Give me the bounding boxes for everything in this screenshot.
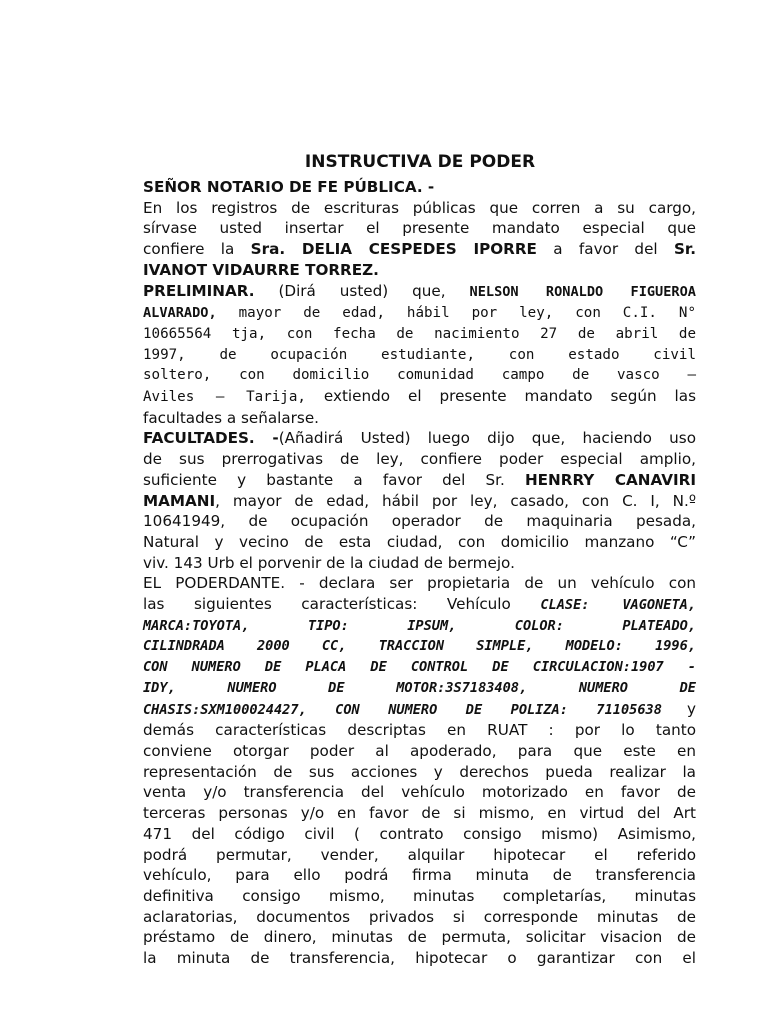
preliminar-line: ALVARADO, mayor de edad, hábil por ley, con C.I. N°	[143, 305, 696, 322]
intro-line: confiere la Sra. DELIA CESPEDES IPORRE a favor del Sr.	[143, 240, 697, 259]
poderdante-line: 471 del código civil ( contrato consigo mismo) Asimismo,	[143, 824, 696, 843]
intro-line: sírvase usted insertar el presente mandato especial que	[143, 219, 696, 238]
facultades-line: Natural y vecino de esta ciudad, con domicilio manzano “C”	[143, 532, 696, 551]
salutation: SEÑOR NOTARIO DE FE PÚBLICA. -	[143, 178, 435, 196]
principal-name: NELSON RONALDO FIGUEROA	[469, 283, 696, 300]
preliminar-line: 10665564 tja, con fecha de nacimiento 27 de abril de	[143, 325, 696, 342]
intro-line: En los registros de escrituras públicas que corren a su cargo,	[143, 198, 696, 217]
poderdante-line: CHASIS:SXM100024427, CON NUMERO DE POLIZA: 71105638 y	[143, 699, 696, 718]
vehicle-details: IDY, NUMERO DE MOTOR:3S7183408, NUMERO DE	[143, 679, 696, 696]
poderdante-line: EL PODERDANTE. - declara ser propietaria de un vehículo con	[143, 574, 696, 593]
facultades-label: FACULTADES. -	[143, 429, 279, 448]
facultades-line: MAMANI, mayor de edad, hábil por ley, casado, con C. I, N.º	[143, 491, 696, 510]
poderdante-line: la minuta de transferencia, hipotecar o garantizar con el	[143, 949, 696, 968]
poderdante-line: venta y/o transferencia del vehículo motorizado en favor de	[143, 783, 696, 802]
vehicle-details: CILINDRADA 2000 CC, TRACCION SIMPLE, MODELO: 1996,	[143, 638, 696, 655]
facultades-line: suficiente y bastante a favor del Sr. HENRRY CANAVIRI	[143, 470, 696, 489]
vehicle-details: CLASE: VAGONETA,	[540, 597, 696, 614]
grantor-name: Sra. DELIA CESPEDES IPORRE	[250, 240, 537, 259]
document-title: INSTRUCTIVA DE PODER	[304, 152, 536, 172]
preliminar-line: 1997, de ocupación estudiante, con estado civil	[143, 346, 696, 363]
poderdante-line: definitiva consigo mismo, minutas completarías, minutas	[143, 886, 696, 905]
preliminar-line: PRELIMINAR. (Dirá usted) que, NELSON RONALDO FIGUEROA	[143, 281, 696, 300]
preliminar-line: facultades a señalarse.	[143, 408, 320, 427]
facultades-line: de sus prerrogativas de ley, confiere poder especial amplio,	[143, 450, 696, 469]
vehicle-details: MARCA:TOYOTA, TIPO: IPSUM, COLOR: PLATEADO,	[143, 617, 696, 634]
poderdante-line: aclaratorias, documentos privados si corresponde minutas de	[143, 907, 696, 926]
vehicle-details: CON NUMERO DE PLACA DE CONTROL DE CIRCULACION:1907 -	[143, 659, 696, 676]
document-body	[143, 177, 696, 969]
mandatary-name: IVANOT VIDAURRE TORREZ.	[143, 260, 379, 279]
poderdante-line: las siguientes características: Vehículo CLASE: VAGONETA,	[143, 595, 696, 614]
poderdante-line: préstamo de dinero, minutas de permuta, solicitar visacion de	[143, 928, 696, 947]
preliminar-line: soltero, con domicilio comunidad campo de vasco –	[143, 367, 696, 384]
poderdante-line: representación de sus acciones y derechos pueda realizar la	[143, 762, 696, 781]
poderdante-line: vehículo, para ello podrá firma minuta de transferencia	[143, 866, 696, 885]
preliminar-label: PRELIMINAR.	[143, 281, 255, 300]
facultades-line: viv. 143 Urb el porvenir de la ciudad de bermejo.	[143, 553, 515, 572]
poderdante-line: terceras personas y/o en favor de si mismo, en virtud del Art	[143, 804, 696, 823]
agent-name: HENRRY CANAVIRI	[524, 470, 696, 489]
poderdante-line: podrá permutar, vender, alquilar hipotecar el referido	[143, 845, 696, 864]
poderdante-line: conviene otorgar poder al apoderado, para que este en	[143, 741, 696, 760]
intro-line	[143, 260, 696, 281]
facultades-line: 10641949, de ocupación operador de maquinaria pesada,	[143, 512, 696, 531]
facultades-line: FACULTADES. -(Añadirá Usted) luego dijo que, haciendo uso	[143, 429, 696, 448]
poderdante-line: demás características descriptas en RUAT : por lo tanto	[143, 721, 696, 740]
preliminar-line: Aviles – Tarija, extiendo el presente mandato según las	[143, 387, 696, 406]
